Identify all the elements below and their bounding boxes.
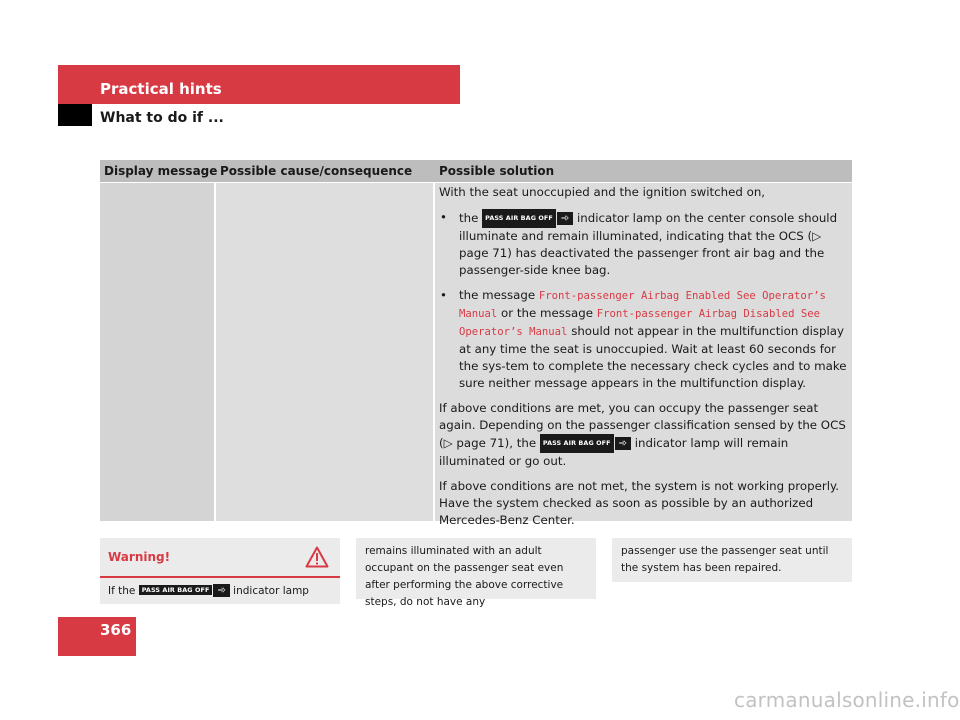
header-possible-solution: Possible solution xyxy=(439,164,555,178)
pass-airbag-off-indicator-icon: PASS AIR BAG OFF xyxy=(540,434,614,453)
cell-display-message xyxy=(100,183,214,521)
solution-intro: With the seat unoccupied and the ignition switched on, xyxy=(439,185,766,199)
subsection-title: What to do if ... xyxy=(100,110,224,126)
seat-occupant-icon: ➾ xyxy=(615,437,631,450)
header-marker xyxy=(58,104,92,126)
solution-paragraph-2: If above conditions are not met, the system is not working properly. Have the system checked as soon as possible by an authorized Mercedes-Benz Center. xyxy=(439,479,840,527)
display-message-disabled: Front-passenger Airbag Disabled See Operator’s Manual xyxy=(459,308,820,338)
seat-occupant-icon: ➾ xyxy=(213,584,229,597)
warning-title: Warning! xyxy=(108,550,171,564)
cell-possible-cause xyxy=(216,183,433,521)
warning-divider xyxy=(100,576,340,578)
warning-continued-box-2 xyxy=(612,538,852,582)
section-title: Practical hints xyxy=(100,80,222,98)
bullet-icon: • xyxy=(440,288,447,302)
solution-cell xyxy=(439,184,851,537)
warning-text: If the PASS AIR BAG OFF ➾ indicator lamp xyxy=(108,585,309,597)
warning-triangle-icon xyxy=(305,546,329,568)
warning-continued-text-1: remains illuminated with an adult occupant on the passenger seat even after performing the above corrective steps, do not have any xyxy=(365,545,564,608)
bullet-icon: • xyxy=(440,210,447,224)
solution-bullet-1: • the PASS AIR BAG OFF ➾ indicator lamp on the center console should illuminate and remain illuminated, indicating that the OCS (▷ page 71) has deactivated the passenger front air bag and the passenger-side knee bag. xyxy=(440,210,838,277)
page-number: 366 xyxy=(100,621,132,639)
display-message-enabled: Front-passenger Airbag Enabled See Operator’s Manual xyxy=(459,290,826,320)
seat-occupant-icon: ➾ xyxy=(557,212,573,225)
header-display-message: Display message xyxy=(104,164,218,178)
pass-airbag-off-indicator-icon: PASS AIR BAG OFF xyxy=(482,209,556,228)
pass-airbag-off-indicator-icon: PASS AIR BAG OFF xyxy=(139,585,213,595)
header-possible-cause: Possible cause/consequence xyxy=(220,164,413,178)
watermark: carmanualsonline.info xyxy=(734,688,960,712)
solution-paragraph-1: If above conditions are met, you can occupy the passenger seat again. Depending on the passenger classification sensed by the OCS (▷ page 71), the PASS AIR BAG OFF ➾ indicator lamp will remain illuminated or go out. xyxy=(439,401,846,468)
warning-continued-text-2: passenger use the passenger seat until the system has been repaired. xyxy=(621,545,829,574)
warning-continued-box-1 xyxy=(356,538,596,608)
solution-bullet-2: • the message Front-passenger Airbag Enabled See Operator’s Manual or the message Front-passenger Airbag Disabled See Operator’s Manual should not appear in the multifunction display at any time the seat is unoccupied. Wait at least 60 seconds for the sys-tem to complete the necessary check cycles and to make sure neither message appears in the multifunction display. xyxy=(440,288,847,390)
